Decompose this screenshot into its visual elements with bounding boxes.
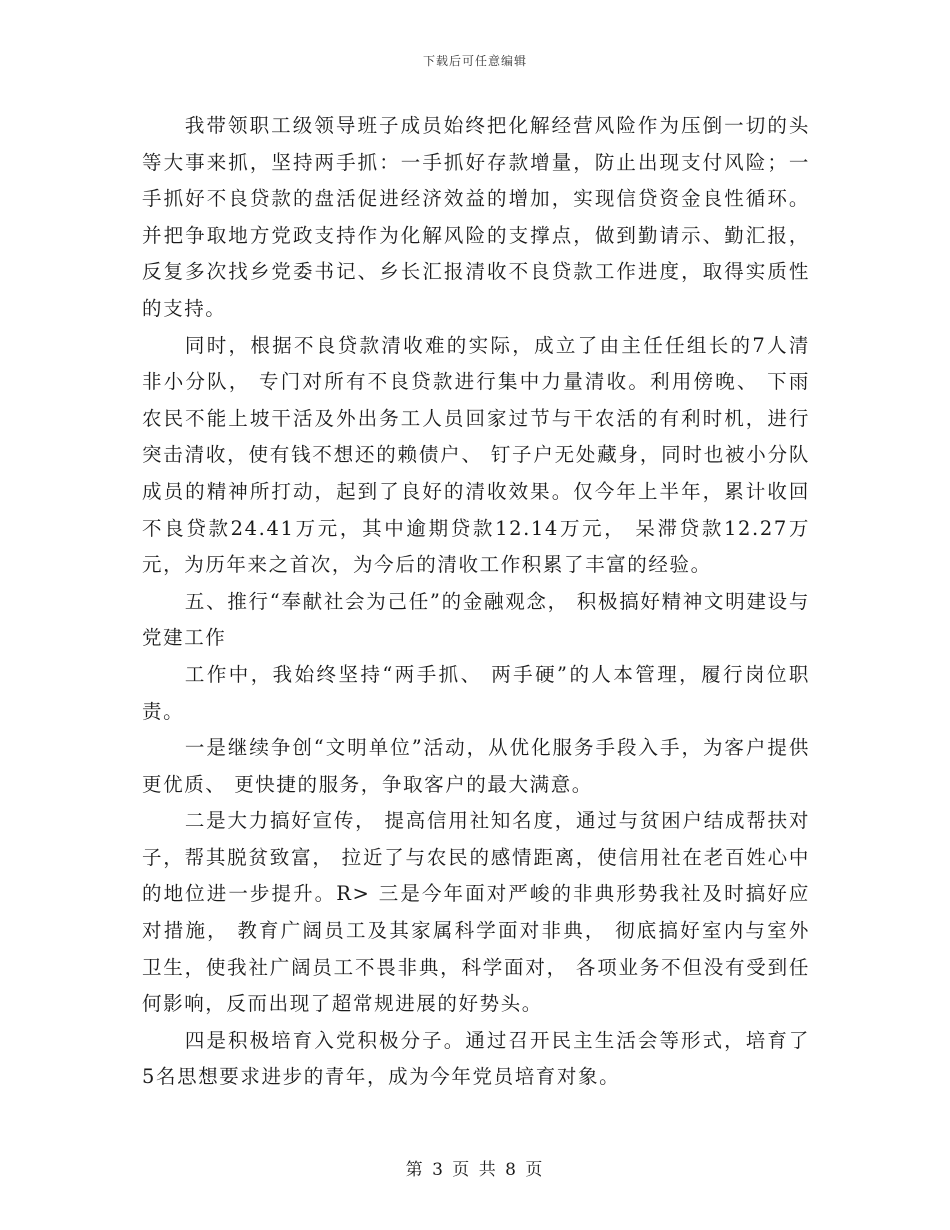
paragraph-loan-recovery: 同时，根据不良贷款清收难的实际，成立了由主任任组长的7人清非小分队， 专门对所有不良贷款进行集中力量清收。利用傍晚、 下雨农民不能上坡干活及外出务工人员回家过节与干农活的有利时机，进行突击清收，使有钱不想还的赖债户、 钉子户无处藏身，同时也被小分队成员的精神所打动，起到了良好的清收效果。仅今年上半年，累计收回不良贷款24.41万元，其中逾期贷款12.14万元， 呆滞贷款12.27万元，为历年来之首次，为今后的清收工作积累了丰富的经验。 bbox=[142, 333, 810, 577]
paragraph-risk-management: 我带领职工级领导班子成员始终把化解经营风险作为压倒一切的头等大事来抓，坚持两手抓：一手抓好存款增量，防止出现支付风险；一手抓好不良贷款的盘活促进经济效益的增加，实现信贷资金良性循环。并把争取地方党政支持作为化解风险的支撑点，做到勤请示、勤汇报，反复多次找乡党委书记、乡长汇报清收不良贷款工作进度，取得实质性的支持。 bbox=[142, 114, 810, 320]
section-heading-five: 五、推行“奉献社会为己任”的金融观念， 积极搞好精神文明建设与党建工作 bbox=[142, 589, 810, 650]
paragraph-party-cultivation: 四是积极培育入党积极分子。通过召开民主生活会等形式，培育了5名思想要求进步的青年，成为今年党员培育对象。 bbox=[142, 1028, 810, 1089]
paragraph-management: 工作中，我始终坚持“两手抓、 两手硬”的人本管理，履行岗位职责。 bbox=[142, 662, 810, 723]
page-number: 第 3 页 共 8 页 bbox=[405, 1160, 545, 1180]
page-header-note: 下载后可任意编辑 bbox=[422, 54, 527, 68]
document-body bbox=[142, 108, 810, 1096]
paragraph-civilized-unit: 一是继续争创“文明单位”活动，从优化服务手段入手，为客户提供更优质、 更快捷的服务，争取客户的最大满意。 bbox=[142, 736, 810, 796]
paragraph-publicity: 二是大力搞好宣传， 提高信用社知名度，通过与贫困户结成帮扶对子，帮其脱贫致富， 拉近了与农民的感情距离，使信用社在老百姓心中的地位进一步提升。R> 三是今年面对严峻的非典形势我社及时搞好应对措施， 教育广阔员工及其家属科学面对非典， 彻底搞好室内与室外卫生，使我社广阔员工不畏非典，科学面对， 各项业务不但没有受到任何影响，反而出现了超常规进展的好势头。 bbox=[142, 809, 810, 1016]
